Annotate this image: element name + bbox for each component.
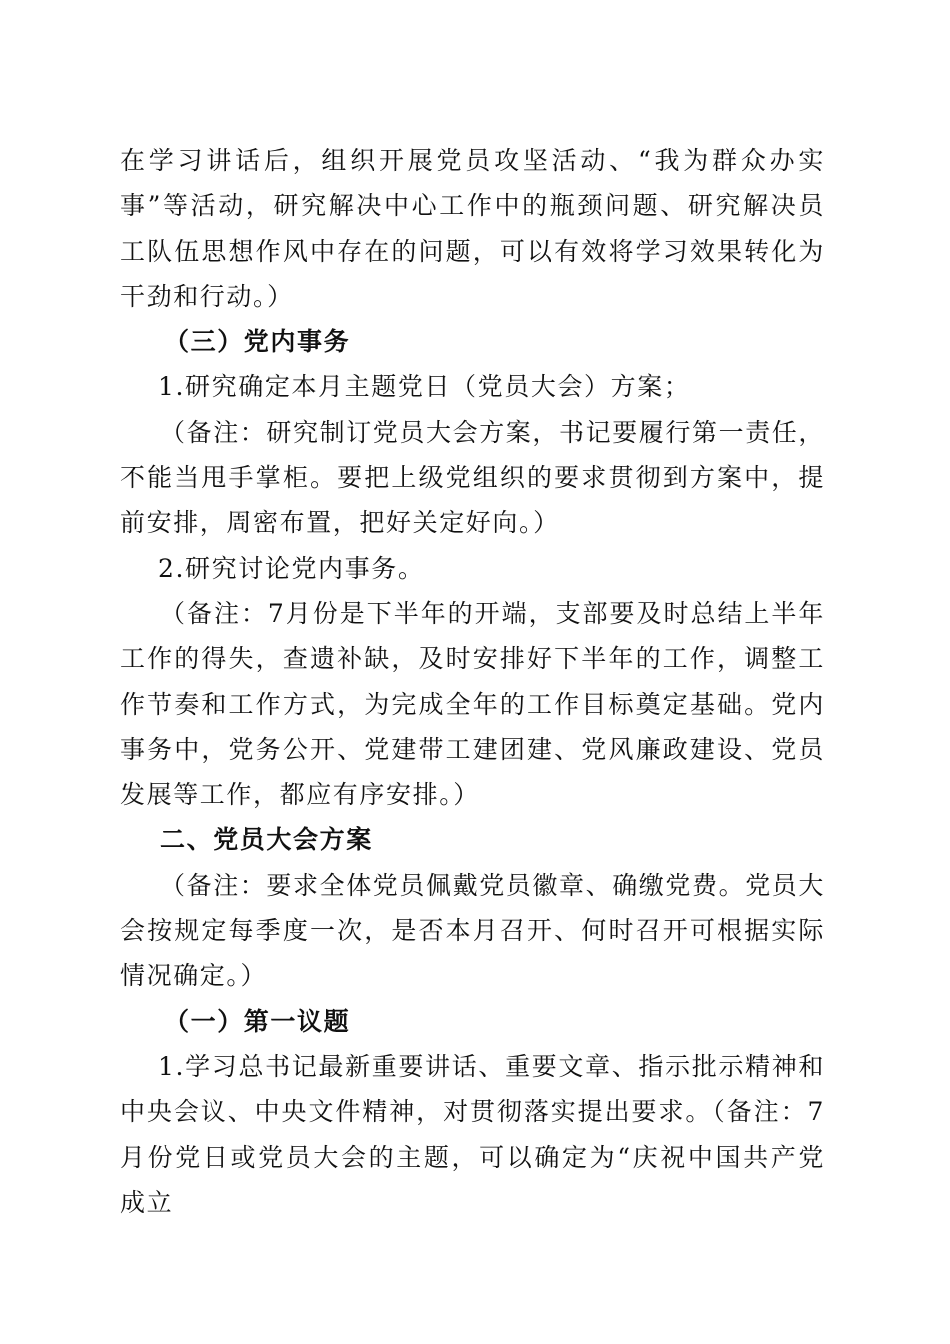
subsection-heading-first-topic: （一）第一议题 bbox=[164, 1006, 351, 1036]
list-item-2: 2.研究讨论党内事务。 bbox=[158, 553, 425, 583]
note-paragraph-3: （备注：要求全体党员佩戴党员徽章、确缴党费。党员大会按规定每季度一次，是否本月召开、何时召开可根据实际情况确定。） bbox=[120, 870, 826, 991]
list-item-3: 1.学习总书记最新重要讲话、重要文章、指示批示精神和中央会议、中央文件精神，对贯彻落实提出要求。（备注：7月份党日或党员大会的主题，可以确定为“庆祝中国共产党成立 bbox=[120, 1051, 825, 1217]
document-body bbox=[120, 138, 825, 1225]
section-heading-meeting-plan: 二、党员大会方案 bbox=[160, 825, 373, 855]
note-paragraph-1: （备注：研究制订党员大会方案，书记要履行第一责任，不能当甩手掌柜。要把上级党组织的要求贯彻到方案中，提前安排，周密布置，把好关定好向。） bbox=[120, 417, 826, 538]
section-heading-party-affairs: （三）党内事务 bbox=[164, 327, 351, 357]
paragraph-continuation: 在学习讲话后，组织开展党员攻坚活动、“我为群众办实事”等活动，研究解决中心工作中的瓶颈问题、研究解决员工队伍思想作风中存在的问题，可以有效将学习效果转化为干劲和行动。） bbox=[120, 146, 825, 311]
note-paragraph-2: （备注：7月份是下半年的开端，支部要及时总结上半年工作的得失，查遗补缺，及时安排好下半年的工作，调整工作节奏和工作方式，为完成全年的工作目标奠定基础。党内事务中，党务公开、党建带工建团建、党风廉政建设、党员发展等工作，都应有序安排。） bbox=[120, 598, 825, 810]
list-item-1: 1.研究确定本月主题党日（党员大会）方案； bbox=[158, 372, 691, 402]
